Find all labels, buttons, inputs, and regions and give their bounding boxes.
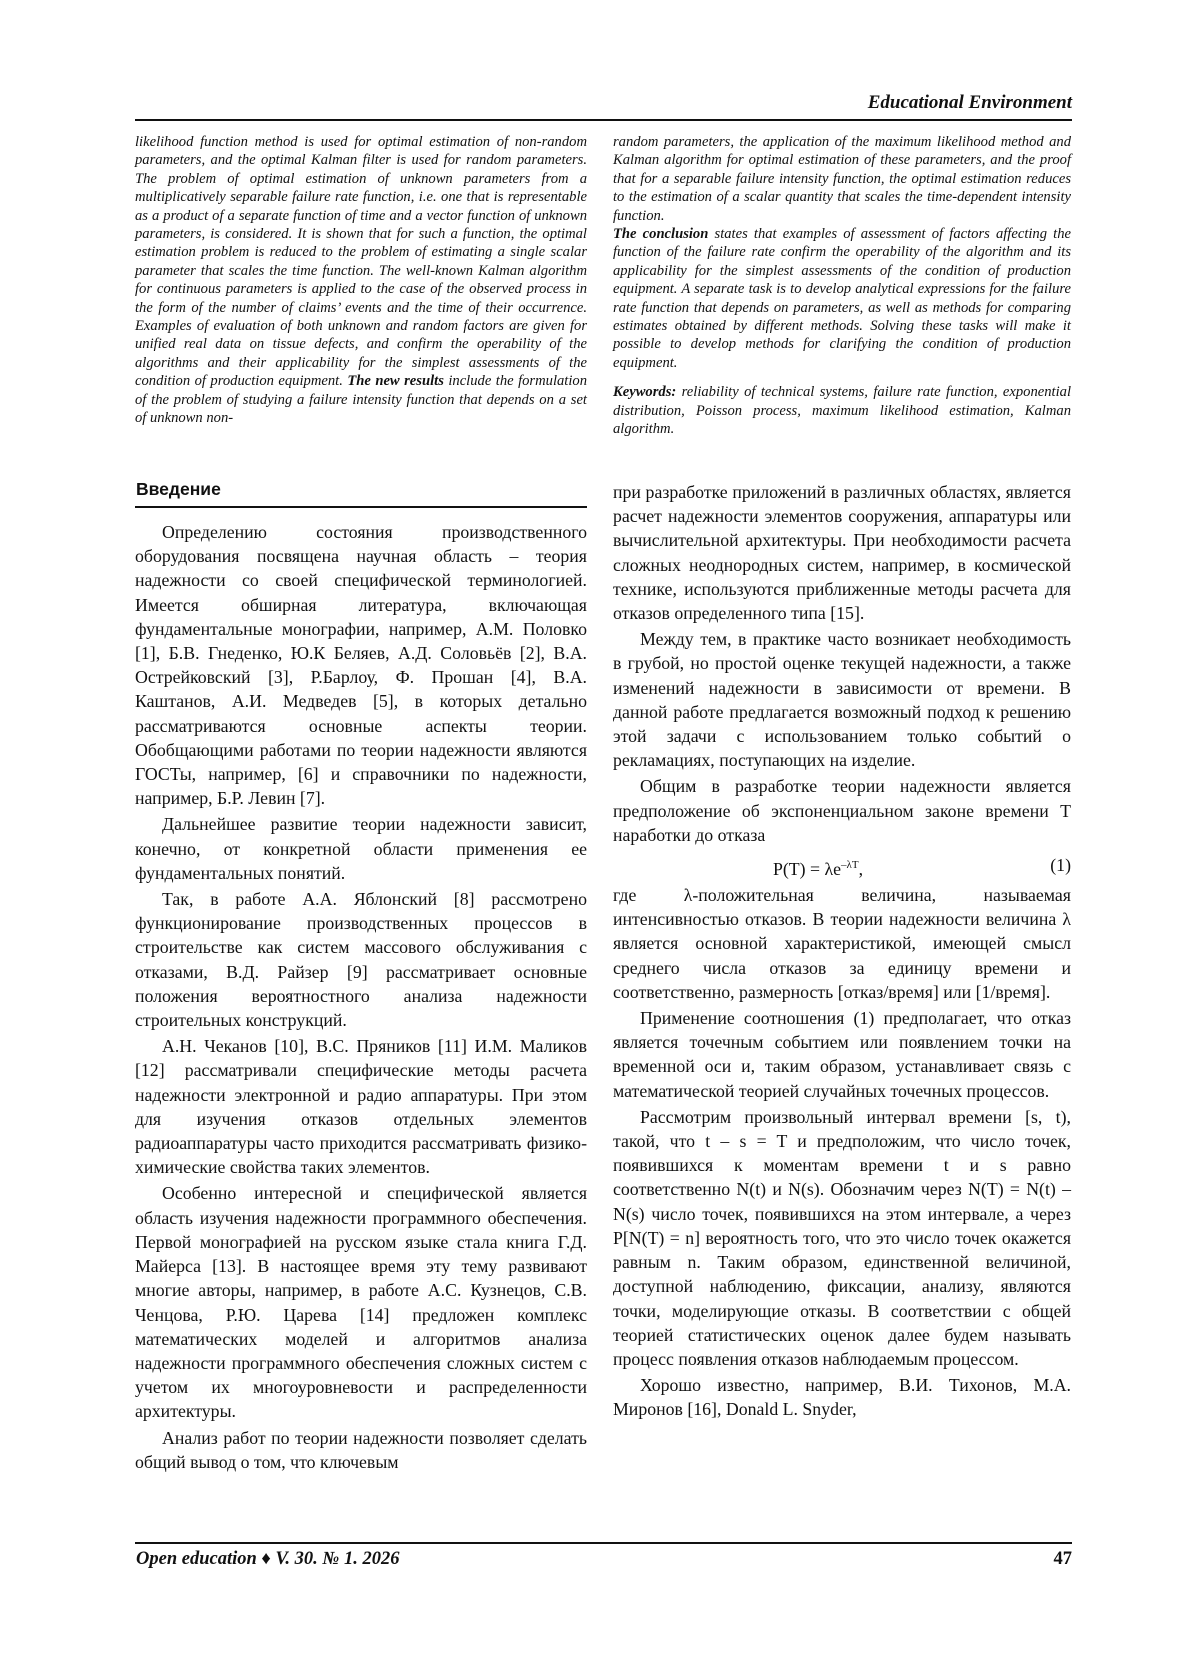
body-paragraph: при разработке приложений в различных областях, является расчет надежности элементов сооружения, аппаратуры или вычислительной архитектуры. При необходимости расчета сложных неоднородных систем, например, в космической технике, используются приближенные методы расчета для отказов определенного типа [15]. bbox=[613, 482, 1071, 624]
body-left-column bbox=[135, 520, 587, 1476]
new-results-text: include the formulation of the problem of studying a failure intensity function that depends on a set of unknown non- bbox=[135, 373, 588, 427]
new-results-label: The new results bbox=[347, 373, 444, 390]
section-rule bbox=[135, 506, 587, 508]
body-right-column bbox=[613, 480, 1071, 1424]
conclusion-label: The conclusion bbox=[613, 226, 709, 243]
keywords-label: Keywords: bbox=[613, 384, 677, 401]
footer-journal: Open education ♦ V. 30. № 1. 2026 bbox=[136, 1549, 400, 1569]
equation-1 bbox=[613, 851, 1071, 881]
equation-lhs: P(T) = λe bbox=[773, 859, 842, 880]
equation-number: (1) bbox=[1050, 855, 1071, 876]
abstract-paragraph: random parameters, the application of the maximum likelihood method and Kalman algorithm for optimal estimation of these parameters, and the proof that for a separable failure intensity function, the optimal estimation reduces to the estimation of a scalar quantity that scales the time-dependent intensity function. bbox=[613, 134, 1071, 224]
section-heading: Введение bbox=[136, 479, 221, 499]
body-paragraph: Анализ работ по теории надежности позволяет сделать общий вывод о том, что ключевым bbox=[135, 1427, 587, 1472]
body-paragraph: Так, в работе А.А. Яблонский [8] рассмотрено функционирование производственных процессов в строительстве как систем массового обслуживания с отказами, В.Д. Райзер [9] рассматривает основные положения вероятностного анализа надежности строительных конструкций. bbox=[135, 889, 587, 1031]
body-paragraph: Рассмотрим произвольный интервал времени [s, t), такой, что t – s = T и предположим, что число точек, появившихся к моментам времени t и s равно соответственно N(t) и N(s). Обозначим через N(T) = N(t) – N(s) число точек, появившихся на этом интервале, а через P[N(T) = n] вероятность того, что это число точек окажется равным n. Таким образом, единственной величиной, доступной наблюдению, фиксации, анализу, являются точки, моделирующие отказы. В соответствии с общей теорией статистических оценок далее будем называть процесс появления отказов наблюдаемым процессом. bbox=[613, 1106, 1071, 1369]
page-number: 47 bbox=[1053, 1549, 1072, 1569]
equation-expression bbox=[773, 853, 863, 881]
abstract-paragraph bbox=[135, 133, 587, 428]
abstract-text: likelihood function method is used for optimal estimation of non-random parameters, and the optimal Kalman filter is used for random parameters. The problem of optimal estimation of unknown parameters from a multiplicatively separable failure rate function, i.e. one that is representable as a product of a separate function of time and a vector function of unknown parameters, is considered. It is shown that for such a function, the optimal estimation problem is reduced to the problem of estimating a single scalar parameter that scales the time function. The well-known Kalman algorithm for continuous parameters is applied to the case of the observed process in the form of the number of claims’ events and the time of their occurrence. Examples of evaluation of both unknown and random factors are given for unified real data on tissue defects, and confirm the operability of the algorithms and their applicability for the simplest assessments of the condition of production equipment. bbox=[135, 134, 587, 390]
header-rule bbox=[135, 119, 1072, 121]
body-paragraph: Хорошо известно, например, В.И. Тихонов, М.А. Миронов [16], Donald L. Snyder, bbox=[613, 1375, 1071, 1420]
abstract-right-column bbox=[613, 133, 1071, 439]
body-paragraph: Применение соотношения (1) предполагает, что отказ является точечным событием или появлением точки на временной оси и, таким образом, устанавливает связь с математической теорией случайных точечных процессов. bbox=[613, 1008, 1071, 1101]
footer-rule bbox=[135, 1542, 1072, 1544]
body-paragraph: Определению состояния производственного оборудования посвящена научная область – теория надежности со своей специфической терминологией. Имеется обширная литература, включающая фундаментальные монографии, например, А.М. Половко [1], Б.В. Гнеденко, Ю.К Беляев, А.Д. Соловьёв [2], В.А. Острейковский [3], Р.Барлоу, Ф. Прошан [4], В.А. Каштанов, А.И. Медведев [5], в которых детально рассматриваются основные аспекты теории. Обобщающими работами по теории надежности являются ГОСТы, например, [6] и справочники по надежности, например, Б.Р. Левин [7]. bbox=[135, 522, 587, 809]
conclusion-text: states that examples of assessment of factors affecting the function of the failure rate confirm the operability of the algorithm and its applicability for the simplest assessments of the condition of production equipment. A separate task is to develop analytical expressions for the failure rate function that depends on parameters, as well as methods for comparing estimates obtained by different methods. Solving these tasks will make it possible to develop methods for clarifying the condition of production equipment. bbox=[613, 226, 1072, 371]
equation-tail: , bbox=[858, 859, 864, 880]
body-paragraph: где λ-положительная величина, называемая интенсивностью отказов. В теории надежности величина λ является основной характеристикой, имеющей смысл среднего числа отказов за единицу времени и соответственно, размерность [отказ/время] или [1/время]. bbox=[613, 885, 1071, 1002]
running-header: Educational Environment bbox=[867, 92, 1072, 113]
body-paragraph: Между тем, в практике часто возникает необходимость в грубой, но простой оценке текущей надежности, а также изменений надежности в зависимости от времени. В данной работе предлагается возможный подход к решению этой задачи с использованием только событий о рекламациях, поступающих на изделие. bbox=[613, 629, 1071, 771]
abstract-left-column bbox=[135, 133, 587, 428]
keywords-text: reliability of technical systems, failure rate function, exponential distribution, Poisson process, maximum likelihood estimation, Kalman algorithm. bbox=[613, 384, 1071, 438]
body-paragraph: Общим в разработке теории надежности является предположение об экспоненциальном законе времени T наработки до отказа bbox=[613, 776, 1071, 845]
equation-exponent: –λT bbox=[841, 859, 859, 872]
body-paragraph: Особенно интересной и специфической является область изучения надежности программного обеспечения. Первой монографией на русском языке стала книга Г.Д. Майерса [13]. В настоящее время эту тему развивают многие авторы, например, в работе А.С. Кузнецов, С.В. Ченцова, Р.Ю. Царева [14] предложен комплекс математических моделей и алгоритмов анализа надежности программного обеспечения сложных систем с учетом их многоуровневости и распределенности архитектуры. bbox=[135, 1183, 587, 1422]
keywords-paragraph bbox=[613, 383, 1071, 438]
body-paragraph: А.Н. Чеканов [10], В.С. Пряников [11] И.М. Маликов [12] рассматривали специфические методы расчета надежности электронной и радио аппаратуры. При этом для изучения отказов отдельных элементов радиоаппаратуры часто приходится рассматривать физико-химические свойства таких элементов. bbox=[135, 1036, 587, 1178]
conclusion-paragraph bbox=[613, 225, 1071, 372]
body-paragraph: Дальнейшее развитие теории надежности зависит, конечно, от конкретной области применения ее фундаментальных понятий. bbox=[135, 814, 587, 883]
